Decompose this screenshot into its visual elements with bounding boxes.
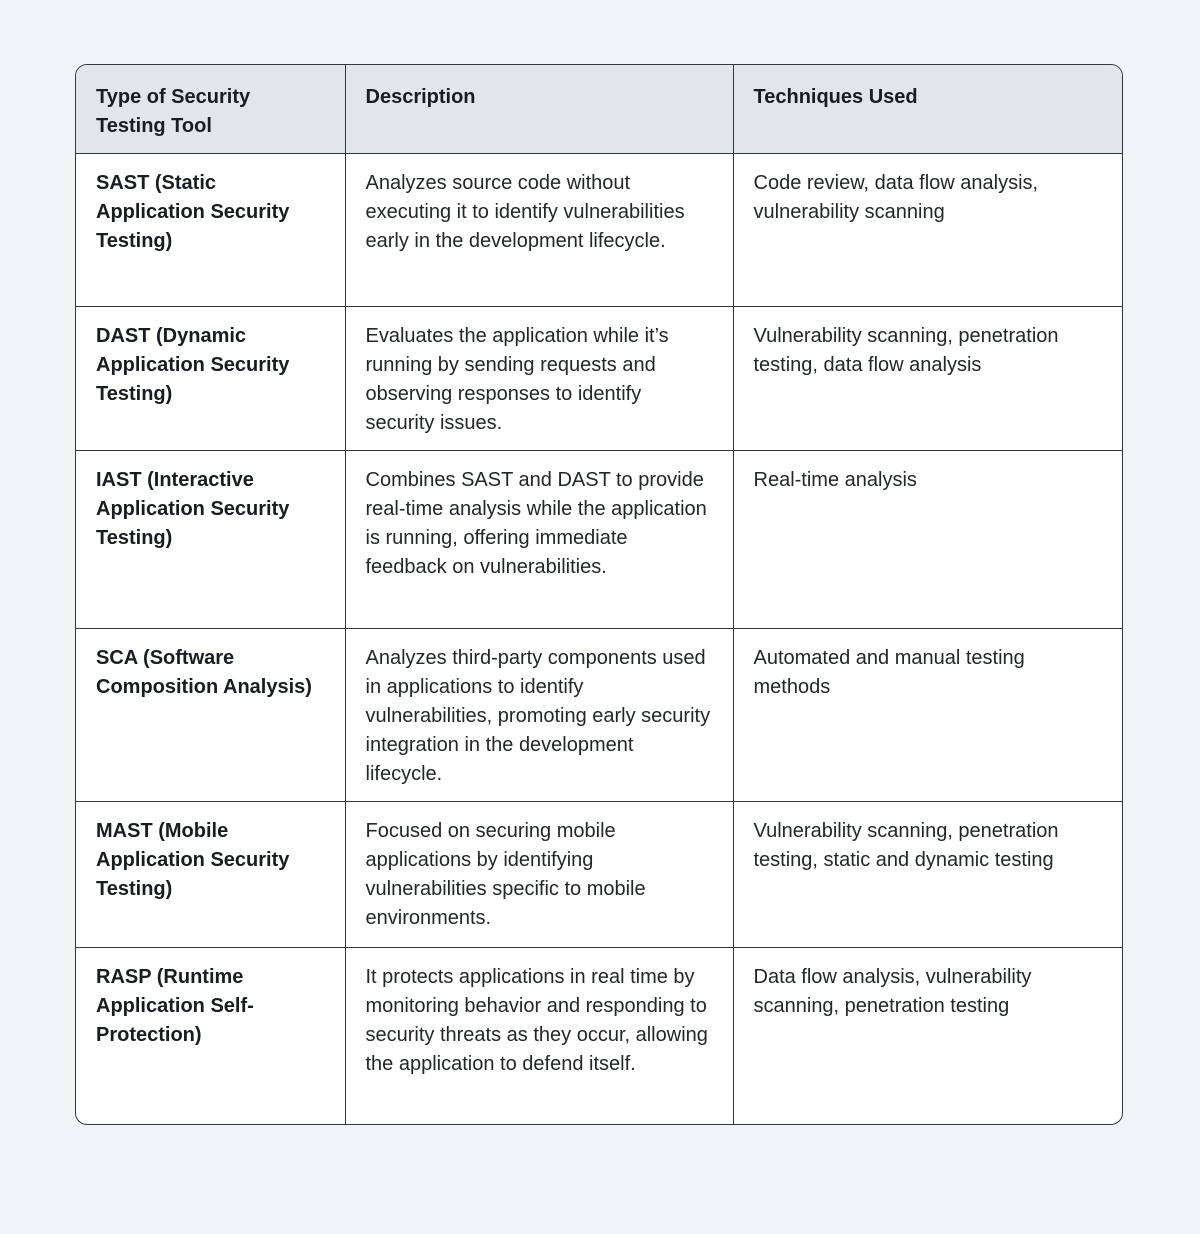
table-row-sast [76,154,1123,307]
table-row-rasp [76,948,1123,1124]
tool-description: Evaluates the application while it’s running by sending requests and observing responses to identify security issues. [345,307,733,451]
tool-techniques: Data flow analysis, vulnerability scanning, penetration testing [733,948,1123,1124]
table-row-iast [76,451,1123,629]
tool-description: Analyzes source code without executing it to identify vulnerabilities early in the development lifecycle. [345,154,733,307]
table-row-sca [76,629,1123,802]
tool-techniques: Code review, data flow analysis, vulnerability scanning [733,154,1123,307]
tool-name: RASP (Runtime Application Self-Protection) [76,948,345,1124]
column-header-description: Description [345,65,733,154]
tool-name: SAST (Static Application Security Testing) [76,154,345,307]
security-testing-table-card [75,64,1123,1125]
security-testing-table [76,65,1123,1124]
column-header-techniques: Techniques Used [733,65,1123,154]
tool-techniques: Vulnerability scanning, penetration testing, data flow analysis [733,307,1123,451]
table-header-row [76,65,1123,154]
tool-description: Analyzes third-party components used in applications to identify vulnerabilities, promoting early security integration in the development lifecycle. [345,629,733,802]
table-row-mast [76,802,1123,948]
tool-description: Focused on securing mobile applications by identifying vulnerabilities specific to mobile environments. [345,802,733,948]
tool-techniques: Real-time analysis [733,451,1123,629]
table-row-dast [76,307,1123,451]
tool-name: MAST (Mobile Application Security Testing) [76,802,345,948]
column-header-tool: Type of Security Testing Tool [76,65,345,154]
tool-description: It protects applications in real time by monitoring behavior and responding to security threats as they occur, allowing the application to defend itself. [345,948,733,1124]
tool-description: Combines SAST and DAST to provide real-time analysis while the application is running, offering immediate feedback on vulnerabilities. [345,451,733,629]
tool-name: IAST (Interactive Application Security Testing) [76,451,345,629]
tool-techniques: Vulnerability scanning, penetration testing, static and dynamic testing [733,802,1123,948]
tool-techniques: Automated and manual testing methods [733,629,1123,802]
tool-name: DAST (Dynamic Application Security Testing) [76,307,345,451]
tool-name: SCA (Software Composition Analysis) [76,629,345,802]
